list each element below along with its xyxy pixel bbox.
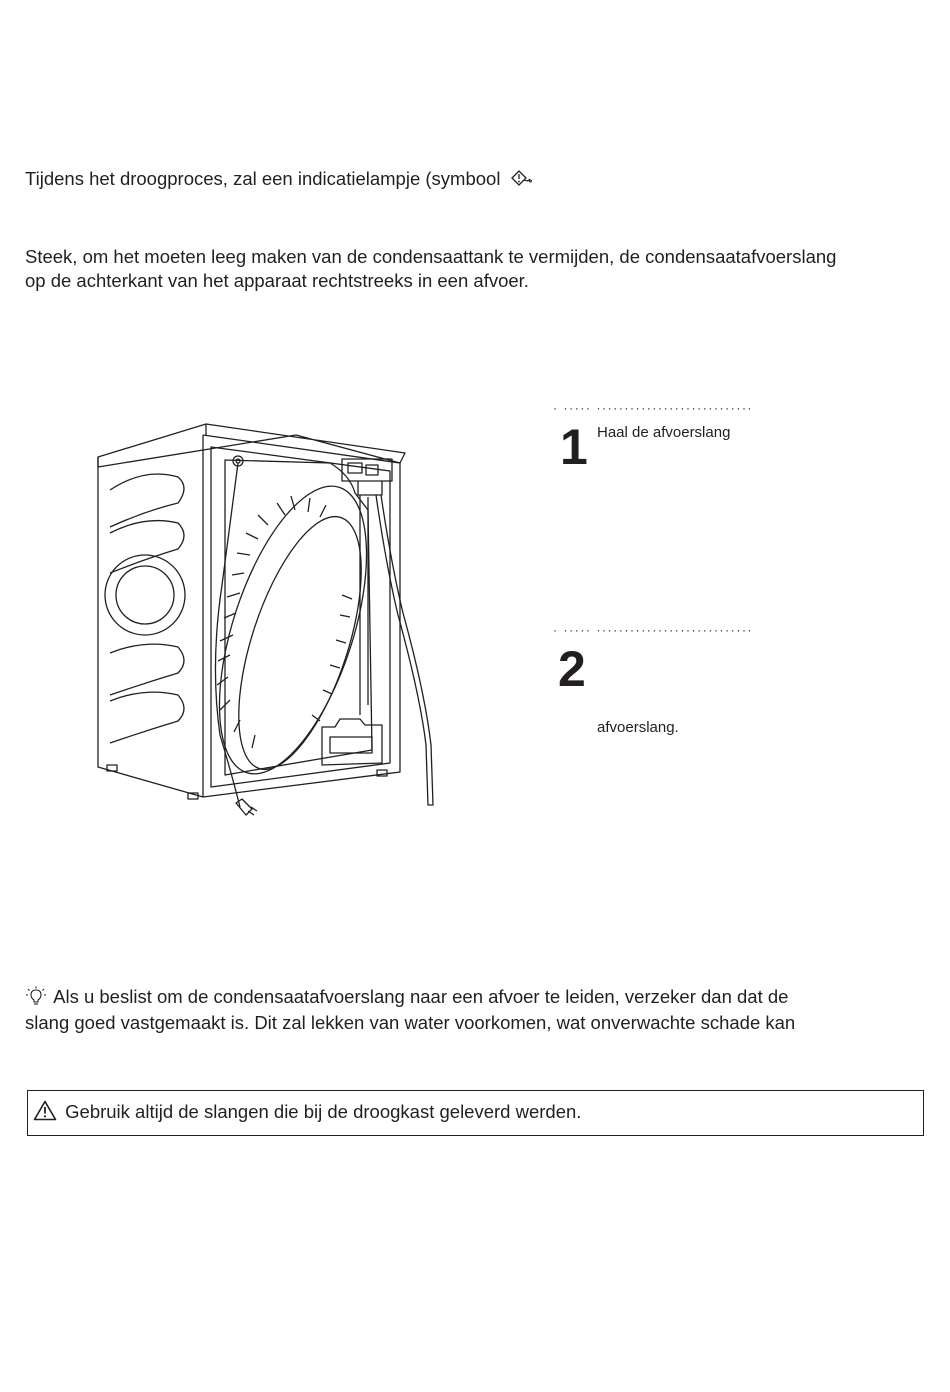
step-2-number: 2 (558, 641, 586, 697)
step-2-text: afvoerslang. (597, 719, 679, 736)
condensate-tank-icon (510, 169, 532, 187)
step-1-text: Haal de afvoerslang (597, 424, 731, 441)
step-2-divider: · ····· ···························· (553, 623, 754, 637)
step-1-number: 1 (560, 419, 588, 475)
intro-text: Tijdens het droogproces, zal een indicatielampje (symbool (25, 168, 501, 189)
intro-line (25, 167, 532, 191)
tip-text-line1: Als u beslist om de condensaatafvoerslang naar een afvoer te leiden, verzeker dan dat de (53, 986, 789, 1007)
drain-paragraph-line1: Steek, om het moeten leeg maken van de condensaattank te vermijden, de condensaatafvoerslang (25, 246, 837, 267)
warning-triangle-icon (33, 1100, 57, 1121)
tip-text-line2: slang goed vastgemaakt is. Dit zal lekken van water voorkomen, wat onverwachte schade kan (25, 1012, 796, 1033)
drain-paragraph (25, 245, 925, 293)
drain-paragraph-line2: op de achterkant van het apparaat rechtstreeks in een afvoer. (25, 270, 529, 291)
warning-line (33, 1100, 581, 1124)
tip-paragraph (25, 985, 925, 1035)
warning-box (27, 1090, 924, 1136)
step-1-divider: · ····· ···························· (553, 401, 754, 415)
lightbulb-icon (25, 986, 47, 1006)
tip-line1 (25, 985, 925, 1009)
warning-text: Gebruik altijd de slangen die bij de droogkast geleverd werden. (65, 1101, 582, 1122)
dryer-rear-illustration (90, 415, 440, 825)
